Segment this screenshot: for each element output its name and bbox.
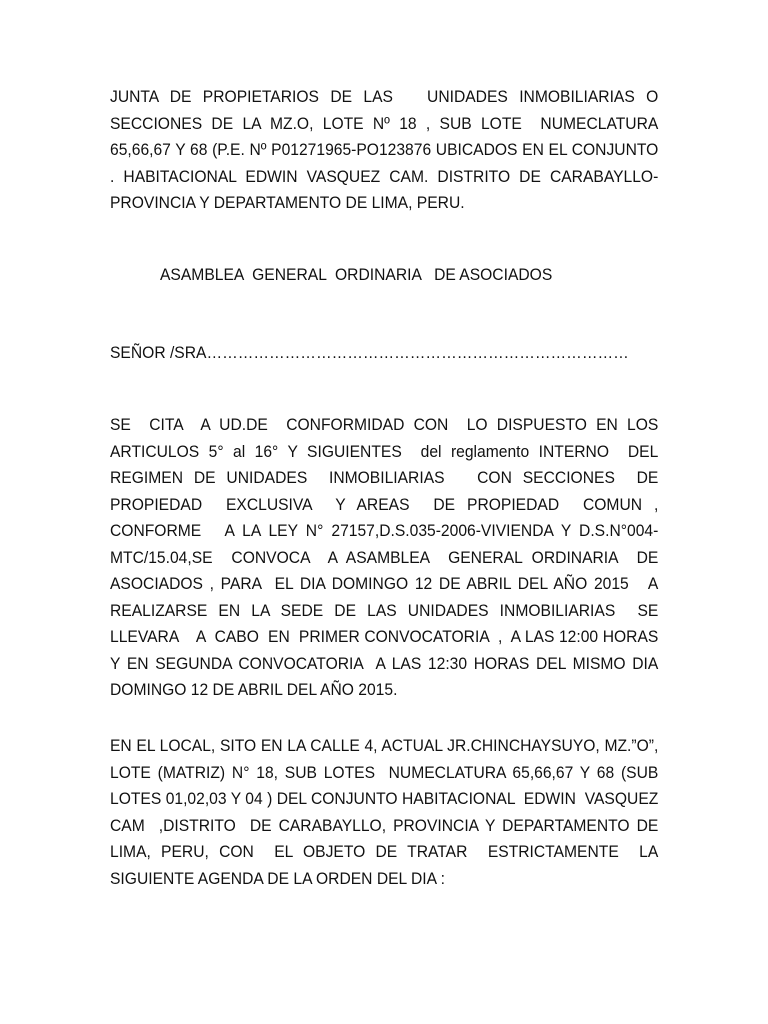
document-header: JUNTA DE PROPIETARIOS DE LAS UNIDADES INMOBILIARIAS O SECCIONES DE LA MZ.O, LOTE Nº 18 , SUB LOTE NUMECLATURA 65,66,67 Y 68 (P.E. Nº P01271965-PO123876 UBICADOS EN EL CONJUNTO . HABITACIONAL EDWIN VASQUEZ CAM. DISTRITO DE CARABAYLLO- PROVINCIA Y DEPARTAMENTO DE LIMA, PERU. — [110, 87, 663, 212]
salutation-line: SEÑOR /SRA……………………………………………………………………… — [110, 343, 629, 362]
convocation-paragraph: SE CITA A UD.DE CONFORMIDAD CON LO DISPUESTO EN LOS ARTICULOS 5° al 16° Y SIGUIENTES del reglamento INTERNO DEL REGIMEN DE UNIDADES INMOBILIARIAS CON SECCIONES DE PROPIEDAD EXCLUSIVA Y AREAS DE PROPIEDAD COMUN , CONFORME A LA LEY N° 27157,D.S.035-2006-VIVIENDA Y D.S.N°004-MTC/15.04,SE CONVOCA A ASAMBLEA GENERAL ORDINARIA DE ASOCIADOS , PARA EL DIA DOMINGO 12 DE ABRIL DEL AÑO 2015 A REALIZARSE EN LA SEDE DE LAS UNIDADES INMOBILIARIAS SE LLEVARA A CABO EN PRIMER CONVOCATORIA , A LAS 12:00 HORAS Y EN SEGUNDA CONVOCATORIA A LAS 12:30 HORAS DEL MISMO DIA DOMINGO 12 DE ABRIL DEL AÑO 2015. — [110, 415, 668, 699]
assembly-title: ASAMBLEA GENERAL ORDINARIA DE ASOCIADOS — [160, 265, 553, 284]
location-paragraph: EN EL LOCAL, SITO EN LA CALLE 4, ACTUAL JR.CHINCHAYSUYO, MZ.”O”, LOTE (MATRIZ) N° 18, SUB LOTES NUMECLATURA 65,66,67 Y 68 (SUB LOTES 01,02,03 Y 04 ) DEL CONJUNTO HABITACIONAL EDWIN VASQUEZ CAM ,DISTRITO DE CARABAYLLO, PROVINCIA Y DEPARTAMENTO DE LIMA, PERU, CON EL OBJETO DE TRATAR ESTRICTAMENTE LA SIGUIENTE AGENDA DE LA ORDEN DEL DIA : — [110, 736, 668, 888]
